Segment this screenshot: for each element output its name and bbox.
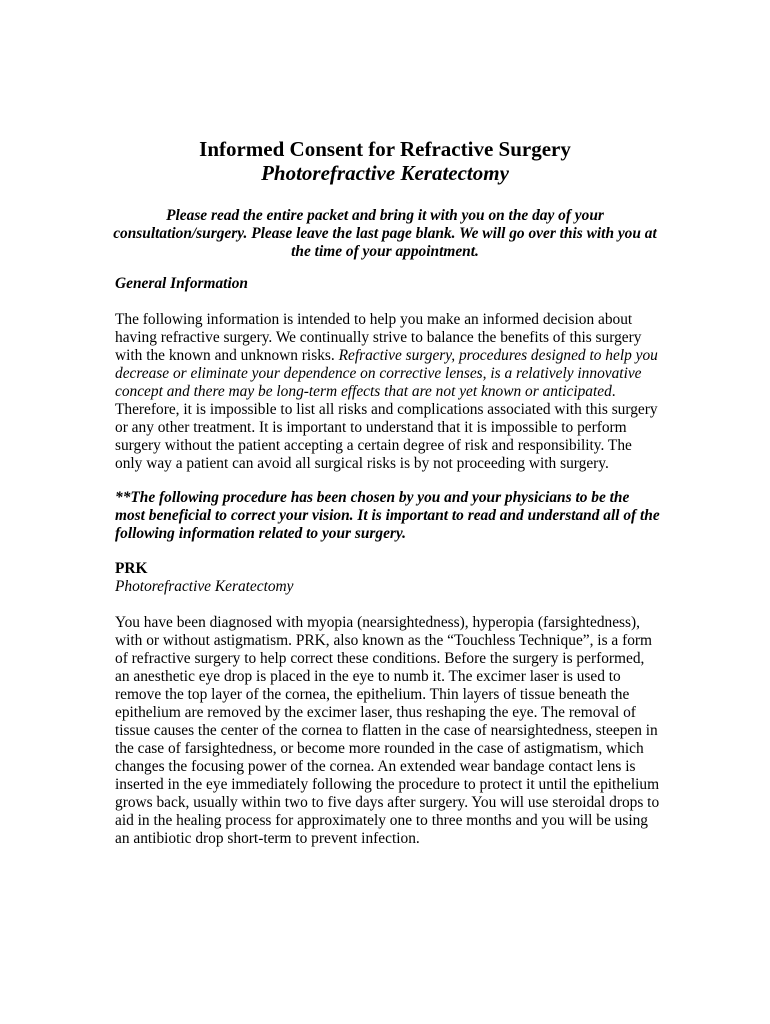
general-text-part2: . Therefore, it is impossible to list all risks and complications associated with this surgery or any other treatment. It is important to understand that it is impossible to perform surgery without the patient accepting a certain degree of risk and responsibility. The only way a patient can avoid all surgical risks is by not proceeding with surgery. [115,383,658,472]
general-information-paragraph [115,311,660,473]
prk-subheading: Photorefractive Keratectomy [115,578,294,595]
prk-paragraph: You have been diagnosed with myopia (nearsightedness), hyperopia (farsightedness), with or without astigmatism. PRK, also known as the “Touchless Technique”, is a form of refractive surgery to help correct these conditions. Before the surgery is performed, an anesthetic eye drop is placed in the eye to numb it. The excimer laser is used to remove the top layer of the cornea, the epithelium. Thin layers of tissue beneath the epithelium are removed by the excimer laser, thus reshaping the eye. The removal of tissue causes the center of the cornea to flatten in the case of nearsightedness, steepen in the case of farsightedness, or become more rounded in the case of astigmatism, which changes the focusing power of the cornea. An extended wear bandage contact lens is inserted in the eye immediately following the procedure to protect it until the epithelium grows back, usually within two to five days after surgery. You will use steroidal drops to aid in the healing process for approximately one to three months and you will be using an antibiotic drop short-term to prevent infection. [115,614,660,847]
general-text-italic: Refractive surgery, procedures designed to help you decrease or eliminate your dependence on corrective lenses, is a relatively innovative concept and there may be long-term effects that are not yet known or anticipated [115,347,658,400]
document-subtitle: Photorefractive Keratectomy [261,161,509,185]
general-text-part1: The following information is intended to help you make an informed decision about having refractive surgery. We continually strive to balance the benefits of this surgery with the known and unknown risks. [115,311,642,364]
procedure-notice: **The following procedure has been chosen by you and your physicians to be the most beneficial to correct your vision. It is important to read and understand all of the following information related to your surgery. [115,489,660,542]
document-title: Informed Consent for Refractive Surgery [199,137,571,161]
packet-notice: Please read the entire packet and bring it with you on the day of your consultation/surgery. Please leave the last page blank. We will go over this with you at the time of your appointment. [113,207,657,260]
general-information-heading: General Information [115,275,248,292]
prk-heading: PRK [115,560,148,577]
